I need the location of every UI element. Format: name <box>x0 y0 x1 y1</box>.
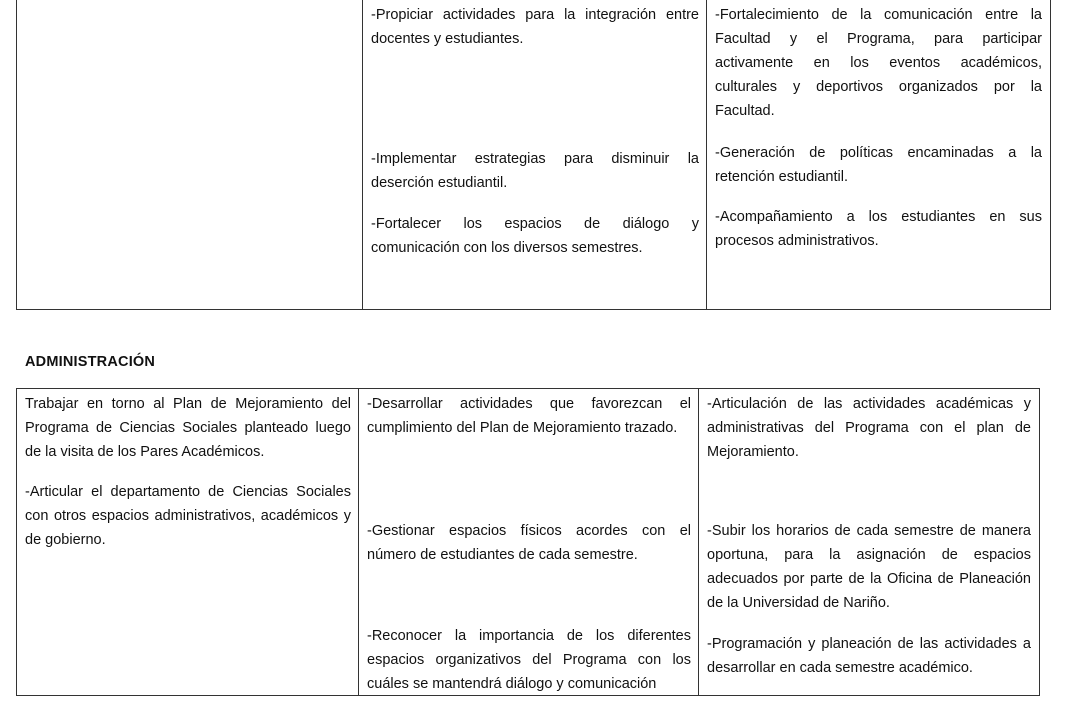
top-table-col-1 <box>17 0 363 309</box>
admin-col2-item-3: -Reconocer la importancia de los diferentes espacios organizativos del Programa con los cuáles se mantendrá diálogo y comunicación <box>367 628 691 692</box>
top-col2-item-2: -Implementar estrategias para disminuir la deserción estudiantil. <box>371 151 699 191</box>
section-heading: ADMINISTRACIÓN <box>25 354 156 370</box>
admin-table <box>16 388 1040 696</box>
admin-col2-item-2: -Gestionar espacios físicos acordes con el número de estudiantes de cada semestre. <box>367 523 691 563</box>
admin-table-col-2 <box>359 389 699 695</box>
top-col3-item-1: -Fortalecimiento de la comunicación entre la Facultad y el Programa, para participar activamente en los eventos académicos, culturales y deportivos organizados por la Facultad. <box>715 7 1042 119</box>
admin-table-col-1 <box>17 389 359 695</box>
admin-col1-item-2: -Articular el departamento de Ciencias Sociales con otros espacios administrativos, académicos y de gobierno. <box>25 484 351 548</box>
top-col2-item-3: -Fortalecer los espacios de diálogo y comunicación con los diversos semestres. <box>371 216 699 256</box>
top-col2-item-1: -Propiciar actividades para la integración entre docentes y estudiantes. <box>371 7 699 47</box>
admin-col1-item-1: Trabajar en torno al Plan de Mejoramiento del Programa de Ciencias Sociales planteado luego de la visita de los Pares Académicos. <box>25 396 351 460</box>
admin-col3-item-3: -Programación y planeación de las actividades a desarrollar en cada semestre académico. <box>707 636 1031 676</box>
top-col3-item-3: -Acompañamiento a los estudiantes en sus procesos administrativos. <box>715 209 1042 249</box>
top-table <box>16 0 1051 310</box>
top-table-col-2 <box>363 0 707 309</box>
top-col3-item-2: -Generación de políticas encaminadas a la retención estudiantil. <box>715 145 1042 185</box>
top-table-col-3 <box>707 0 1050 309</box>
admin-col2-item-1: -Desarrollar actividades que favorezcan el cumplimiento del Plan de Mejoramiento trazado. <box>367 396 691 436</box>
admin-table-col-3 <box>699 389 1039 695</box>
admin-col3-item-1: -Articulación de las actividades académicas y administrativas del Programa con el plan de Mejoramiento. <box>707 396 1031 460</box>
admin-col3-item-2: -Subir los horarios de cada semestre de manera oportuna, para la asignación de espacios adecuados por parte de la Oficina de Planeación de la Universidad de Nariño. <box>707 523 1031 611</box>
